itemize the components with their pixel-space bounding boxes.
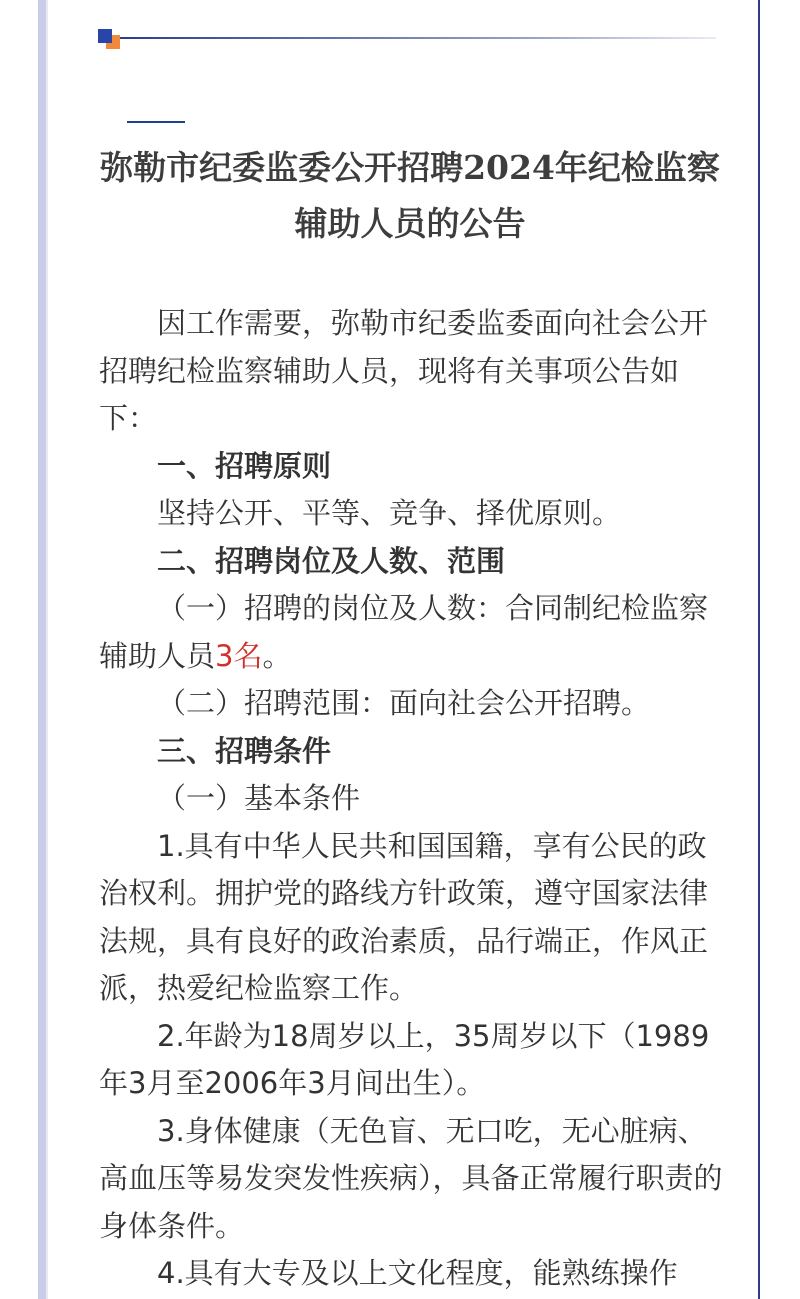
positions-end: 。 — [262, 638, 292, 673]
section-heading-2: 二、招聘岗位及人数、范围 — [157, 543, 506, 578]
section-heading-3: 三、招聘条件 — [157, 733, 332, 768]
decor-square-blue-icon — [98, 29, 112, 43]
condition-3: 3.身体健康（无色盲、无口吃，无心脏病、高血压等易发突发性疾病），具备正常履行职责的身体条件。 — [99, 1113, 723, 1243]
paragraph-scope: （二）招聘范围：面向社会公开招聘。 — [157, 686, 651, 720]
paragraph-positions — [99, 585, 723, 680]
header-divider — [120, 37, 716, 39]
left-border-band — [38, 0, 46, 1299]
left-border-inner — [46, 0, 48, 1299]
condition-2: 2.年龄为18周岁以上，35周岁以下（1989年3月至2006年3月间出生）。 — [99, 1018, 710, 1100]
intro-paragraph: 因工作需要，弥勒市纪委监委面向社会公开招聘纪检监察辅助人员，现将有关事项公告如下： — [99, 306, 709, 435]
right-margin — [760, 0, 800, 1299]
paragraph-principle: 坚持公开、平等、竞争、择优原则。 — [157, 496, 622, 530]
positions-count: 3名 — [215, 638, 263, 673]
condition-4: 4.具有大专及以上文化程度，能熟练操作 — [157, 1256, 678, 1290]
article-body — [99, 300, 723, 1298]
condition-1: 1.具有中华人民共和国国籍，享有公民的政治权利。拥护党的路线方针政策，遵守国家法律法规，具有良好的政治素质，品行端正，作风正派，热爱纪检监察工作。 — [99, 828, 709, 1005]
title-rule — [127, 121, 185, 123]
positions-text: （一）招聘的岗位及人数：合同制纪检监察辅助人员 — [99, 591, 709, 673]
page-title: 弥勒市纪委监委公开招聘2024年纪检监察辅助人员的公告 — [100, 148, 720, 243]
section-heading-1: 一、招聘原则 — [157, 448, 332, 483]
subheading-basic-conditions: （一）基本条件 — [157, 781, 361, 815]
